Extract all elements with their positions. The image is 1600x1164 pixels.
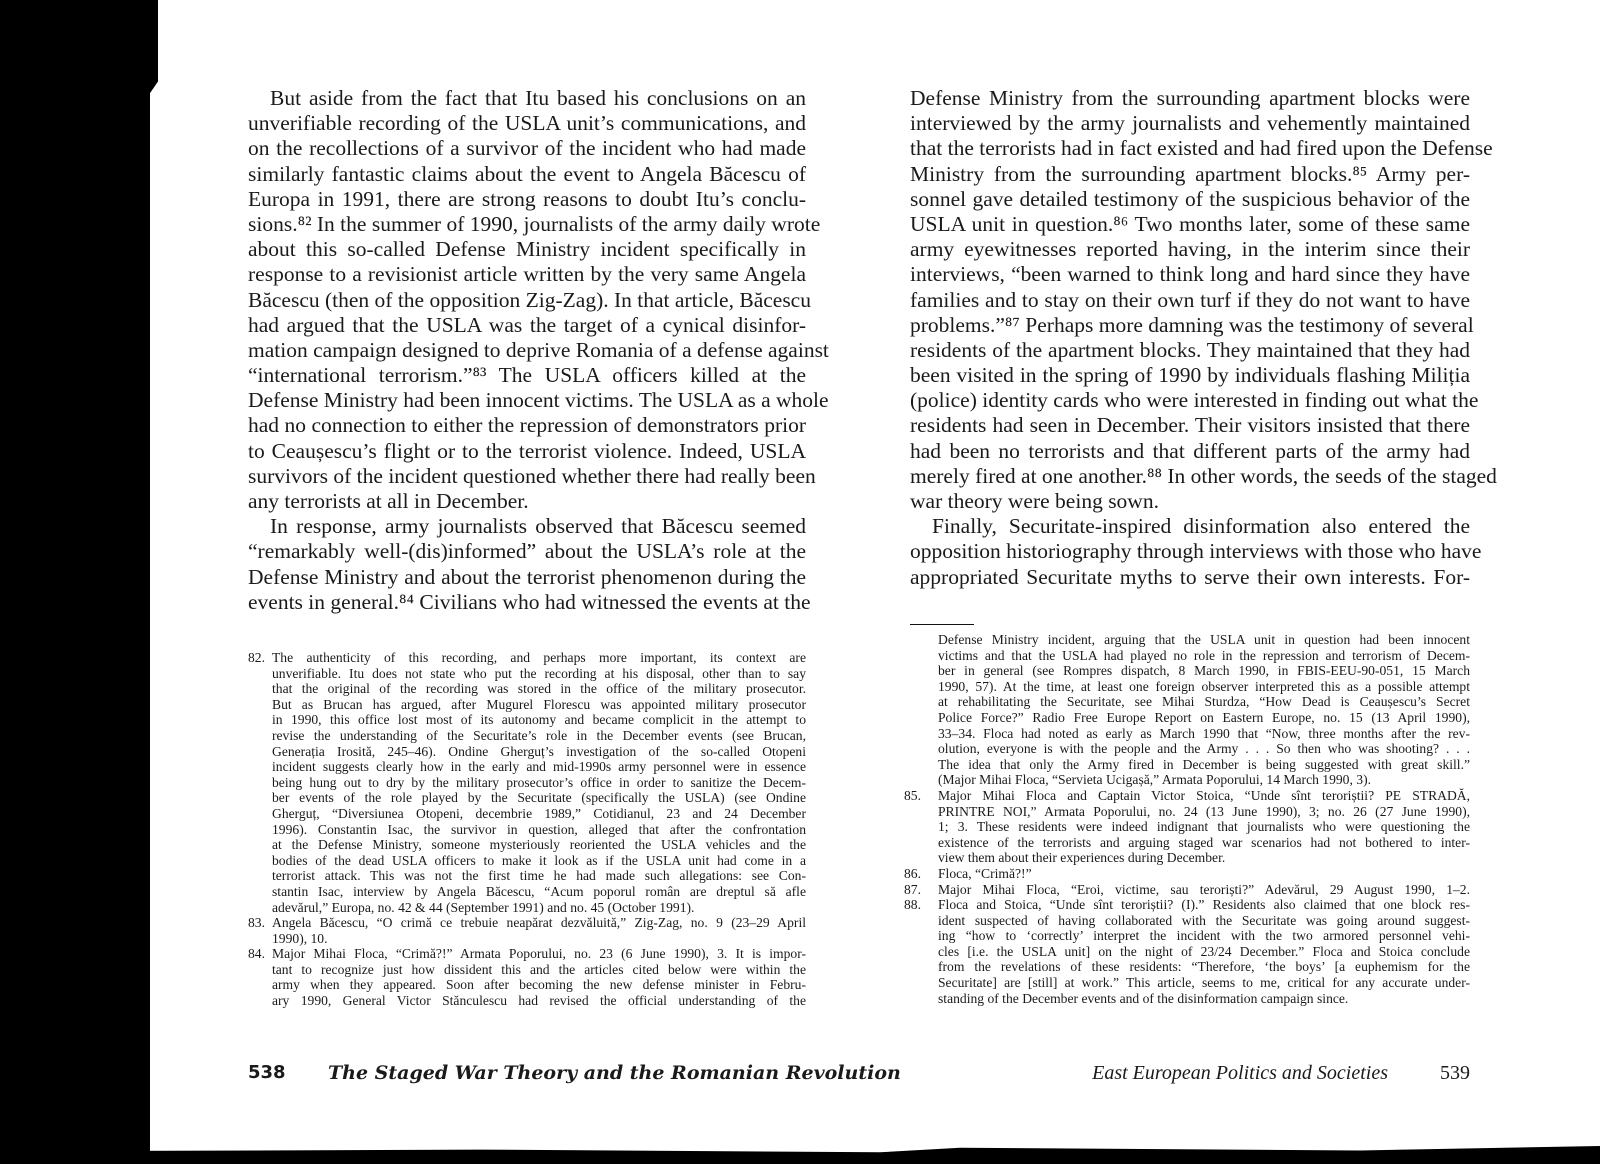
footnote-line: Securitate] are [still] at work.” This article, seems to me, critical for any accurate under-	[938, 975, 1470, 991]
footnote-line: 1996). Constantin Isac, the survivor in question, alleged that after the confrontation	[272, 821, 806, 837]
footnote-number: 87.	[904, 881, 921, 897]
footnote-line: adevărul,” Europa, no. 42 & 44 (September 1991) and no. 45 (October 1991).	[272, 899, 695, 915]
footnote-84-continued	[920, 632, 1470, 788]
footnote-line: ber events of the role played by the Securitate (specifically the USLA) (see Ondine	[272, 790, 806, 806]
footnote-line: Angela Băcescu, “O crimă ce trebuie neapărat dezvăluită,” Zig-Zag, no. 9 (23–29 April	[272, 915, 806, 931]
body-line: (police) identity cards who were interested in finding out what the	[910, 388, 1479, 413]
footnote-line: bodies of the dead USLA officers to make it look as if the USLA unit had come in a	[272, 852, 806, 868]
footnote-86	[904, 865, 1470, 882]
footnote-line: ing “how to ‘correctly’ interpret the incident with the two armored personnel vehi-	[938, 928, 1470, 944]
footnote-line: unverifiable. Itu does not state who put the recording at his disposal, other than to say	[272, 665, 806, 681]
body-line: “remarkably well-(dis)informed” about the USLA’s role at the	[248, 539, 806, 564]
body-line: any terrorists at all in December.	[248, 489, 529, 513]
body-line: opposition historiography through interviews with those who have	[910, 539, 1482, 564]
body-line: on the recollections of a survivor of the incident who had made	[248, 136, 806, 161]
footnote-line: 1990), 10.	[272, 930, 328, 946]
running-head: The Staged War Theory and the Romanian Revolution	[328, 1062, 901, 1084]
footnote-line: cles [i.e. the USLA unit] on the night of 23/24 December.” Floca and Stoica conclude	[938, 943, 1470, 959]
right-footnotes	[904, 632, 1470, 1006]
footnote-line: (Major Mihai Floca, “Servieta Ucigașă,” Armata Poporului, 14 March 1990, 3).	[938, 772, 1372, 788]
body-line: residents had seen in December. Their visitors insisted that there	[910, 413, 1470, 438]
body-line: about this so-called Defense Ministry incident specifically in	[248, 237, 806, 262]
body-line: had no connection to either the repression of demonstrators prior	[248, 413, 806, 438]
footnote-line: at the Defense Ministry, someone mysteriously reoriented the USLA vehicles and the	[272, 837, 806, 853]
body-line: to Ceaușescu’s flight or to the terrorist violence. Indeed, USLA	[248, 438, 806, 463]
footnote-line: stantin Isac, interview by Angela Băcescu, “Acum poporul român are dreptul să afle	[272, 883, 806, 899]
footnote-line: view them about their experiences during December.	[938, 850, 1226, 866]
scan-bottom-edge	[0, 1146, 1600, 1164]
footnote-number: 86.	[904, 865, 921, 881]
footnote-line: Floca, “Crimă?!”	[938, 865, 1032, 881]
footnote-number: 88.	[904, 897, 921, 913]
footnote-line: The idea that only the Army fired in December is being suggested with great skill.”	[938, 756, 1470, 772]
footnote-line: army when they appeared. Soon after becoming the new defense minister in Febru-	[272, 977, 806, 993]
body-line: similarly fantastic claims about the event to Angela Băcescu of	[248, 161, 806, 186]
body-line: interviews, “been warned to think long and hard since they have	[910, 262, 1470, 287]
footnote-82	[248, 650, 806, 915]
footnote-line: ber in general (see Rompres dispatch, 8 March 1990, in FBIS-EEU-90-051, 15 March	[938, 663, 1470, 679]
footnote-83	[248, 915, 806, 946]
footnote-line: victims and that the USLA had played no role in the repression and terrorism of Decem-	[938, 647, 1470, 663]
body-line: Europa in 1991, there are strong reasons to doubt Itu’s conclu-	[248, 186, 806, 211]
body-line: sonnel gave detailed testimony of the suspicious behavior of the	[910, 186, 1470, 211]
footnote-line: Police Force?” Radio Free Europe Report on Eastern Europe, no. 15 (13 April 1990),	[938, 709, 1470, 725]
body-line: survivors of the incident questioned whether there had really been	[248, 463, 816, 488]
footnote-line: olution, everyone is with the people and the Army . . . So then who was shooting? . . .	[938, 741, 1470, 757]
body-line: Băcescu (then of the opposition Zig-Zag). In that article, Băcescu	[248, 287, 811, 312]
body-line: Defense Ministry had been innocent victims. The USLA as a whole	[248, 388, 829, 413]
body-line: had argued that the USLA was the target of a cynical disinfor-	[248, 312, 806, 337]
body-line: events in general.⁸⁴ Civilians who had witnessed the events at the	[248, 589, 811, 614]
body-line: USLA unit in question.⁸⁶ Two months later, some of these same	[910, 211, 1470, 236]
footnote-line: Gherguț, “Diversiunea Otopeni, decembrie 1989,” Cotidianul, 23 and 24 December	[272, 805, 806, 821]
footnote-line: in 1990, this office lost most of its autonomy and became complicit in the attempt to	[272, 712, 806, 728]
footnote-line: existence of the terrorists and arguing staged war scenarios had not bothered to inter-	[938, 834, 1470, 850]
footnote-line: 1; 3. These residents were indeed indignant that journalists who were questioning the	[938, 819, 1470, 835]
footnote-line: incident suggests clearly how in the early and mid-1990s army personnel were in essence	[272, 759, 806, 775]
footnote-number: 83.	[248, 915, 265, 931]
footnote-87	[904, 881, 1470, 898]
body-line: residents of the apartment blocks. They maintained that they had	[910, 337, 1470, 362]
footnote-line: standing of the December events and of the disinformation campaign since.	[938, 990, 1349, 1006]
body-line: Finally, Securitate-inspired disinformation also entered the	[932, 514, 1470, 539]
footnote-line: 1990, 57). At the time, at least one foreign observer interpreted this as a possible attempt	[938, 678, 1470, 694]
footnote-line: revise the understanding of the Securitate’s role in the December events (see Brucan,	[272, 727, 806, 743]
body-line: appropriated Securitate myths to serve their own interests. For-	[910, 564, 1470, 589]
footnote-line: The authenticity of this recording, and perhaps more important, its context are	[272, 650, 806, 665]
body-line: war theory were being sown.	[910, 489, 1159, 513]
page-number: 539	[1440, 1062, 1470, 1084]
footnote-line: Generația Irosită, 245–46). Ondine Gherguț’s investigation of the so-called Otopeni	[272, 743, 806, 759]
page-number: 538	[248, 1062, 286, 1083]
footnote-84	[248, 946, 806, 1008]
footnote-line: Major Mihai Floca and Captain Victor Stoica, “Unde sînt teroriștii? PE STRADĂ,	[938, 787, 1470, 803]
footnote-line: PRINTRE NOI,” Armata Poporului, no. 24 (13 June 1990), 3; no. 26 (27 June 1990),	[938, 803, 1470, 819]
body-line: response to a revisionist article written by the very same Angela	[248, 262, 806, 287]
footnote-line: ary 1990, General Victor Stănculescu had revised the official understanding of the	[272, 993, 806, 1009]
footnote-line: Major Mihai Floca, “Eroi, victime, sau teroriști?” Adevărul, 29 August 1990, 1–2.	[938, 881, 1470, 897]
right-body-text	[910, 86, 1497, 590]
body-line: mation campaign designed to deprive Romania of a defense against	[248, 337, 829, 362]
footnote-88	[904, 897, 1470, 1006]
footnote-line: from the revelations of these residents: “Therefore, ‘the boys’ [a euphemism for the	[938, 959, 1470, 975]
footnote-line: being hung out to dry by the military prosecutor’s office in order to sanitize the Decem-	[272, 774, 806, 790]
footnote-number: 85.	[904, 787, 921, 803]
footnote-line: Major Mihai Floca, “Crimă?!” Armata Poporului, no. 23 (6 June 1990), 3. It is impor-	[272, 946, 806, 962]
footnote-line: Defense Ministry incident, arguing that the USLA unit in question had been innocent	[938, 632, 1470, 647]
footnote-line: that the original of the recording was stored in the office of the military prosecutor.	[272, 681, 806, 697]
footnote-line: Floca and Stoica, “Unde sînt teroriștii? (I).” Residents also claimed that one block res-	[938, 897, 1470, 913]
footnote-line: 33–34. Floca had noted as early as March 1990 that “Now, three months after the rev-	[938, 725, 1470, 741]
body-line: In response, army journalists observed that Băcescu seemed	[270, 514, 806, 539]
footnote-separator-rule	[910, 624, 974, 625]
footnote-number: 84.	[248, 946, 265, 962]
body-line: Defense Ministry and about the terrorist phenomenon during the	[248, 564, 806, 589]
body-line: had been no terrorists and that different parts of the army had	[910, 438, 1470, 463]
body-line: that the terrorists had in fact existed and had fired upon the Defense	[910, 136, 1493, 161]
body-line: problems.”⁸⁷ Perhaps more damning was the testimony of several	[910, 312, 1474, 337]
body-line: sions.⁸² In the summer of 1990, journalists of the army daily wrote	[248, 211, 821, 236]
body-line: “international terrorism.”⁸³ The USLA officers killed at the	[248, 363, 806, 388]
body-line: army eyewitnesses reported having, in the interim since their	[910, 237, 1470, 262]
running-head: East European Politics and Societies	[1092, 1062, 1388, 1084]
body-line: merely fired at one another.⁸⁸ In other words, the seeds of the staged	[910, 463, 1497, 488]
body-line: interviewed by the army journalists and vehemently maintained	[910, 111, 1470, 136]
footnote-number: 82.	[248, 650, 265, 665]
body-line: But aside from the fact that Itu based his conclusions on an	[270, 86, 806, 110]
footnote-line: tant to recognize just how dissident this and the articles cited below were within the	[272, 961, 806, 977]
body-line: families and to stay on their own turf if they do not want to have	[910, 287, 1470, 312]
body-line: Ministry from the surrounding apartment blocks.⁸⁵ Army per-	[910, 161, 1470, 186]
body-line: unverifiable recording of the USLA unit’s communications, and	[248, 111, 806, 136]
body-line: Defense Ministry from the surrounding apartment blocks were	[910, 86, 1470, 110]
footnote-line: terrorist attack. This was not the first time he had made such allegations: see Con-	[272, 868, 806, 884]
footnote-line: ident suspected of having collaborated with the Securitate was going around suggest-	[938, 912, 1470, 928]
footnote-line: at rehabilitating the Securitate, see Mihai Sturdza, “How Dead is Ceaușescu’s Secret	[938, 694, 1470, 710]
left-body-text	[248, 86, 829, 615]
left-footnotes	[248, 650, 806, 1009]
footnote-line: But as Brucan has argued, after Mugurel Florescu was appointed military prosecutor	[272, 696, 806, 712]
footnote-85	[904, 787, 1470, 866]
body-line: been visited in the spring of 1990 by individuals flashing Miliția	[910, 363, 1470, 388]
